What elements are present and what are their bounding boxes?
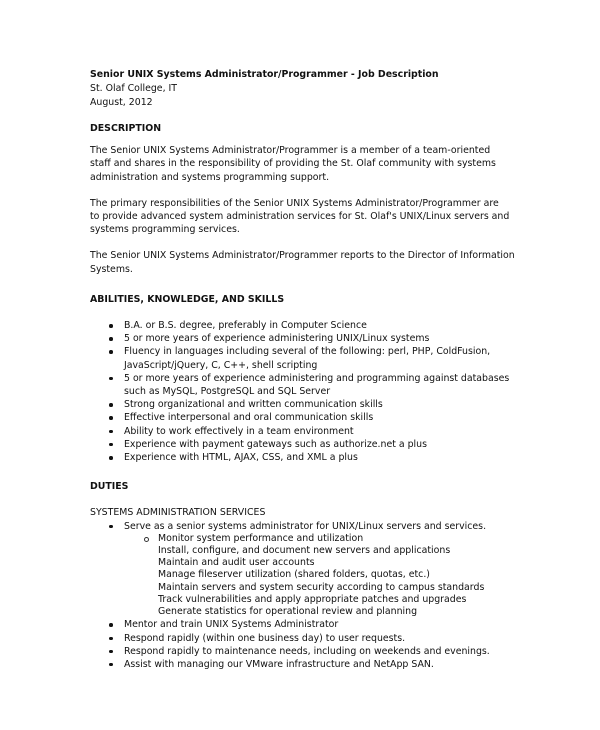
- list-item-line: Ability to work effectively in a team environment: [124, 425, 354, 437]
- list-item-line: B.A. or B.S. degree, preferably in Computer Science: [124, 320, 367, 332]
- list-item-line: JavaScript/jQuery, C, C++, shell scripting: [124, 359, 318, 371]
- paragraph: [90, 249, 560, 275]
- list-item-line: Strong organizational and written communication skills: [124, 399, 383, 411]
- list-item: [90, 451, 560, 464]
- description-heading: DESCRIPTION: [90, 123, 162, 134]
- list-item: [90, 425, 560, 438]
- sub-list-item: Monitor system performance and utilization: [90, 533, 560, 545]
- date: August, 2012: [90, 97, 153, 108]
- paragraph-line: administration and systems programming support.: [90, 171, 330, 183]
- document-title: Senior UNIX Systems Administrator/Programmer - Job Description: [90, 69, 439, 80]
- list-item-line: 5 or more years of experience administering and programming against databases: [124, 372, 510, 384]
- list-item: [90, 372, 560, 398]
- list-item-line: Fluency in languages including several of the following: perl, PHP, ColdFusion,: [124, 346, 491, 358]
- list-item: Respond rapidly to maintenance needs, including on weekends and evenings.: [90, 645, 560, 658]
- list-item: Serve as a senior systems administrator for UNIX/Linux servers and services.: [90, 520, 560, 533]
- list-item: [90, 398, 560, 411]
- duties-subheading: SYSTEMS ADMINISTRATION SERVICES: [90, 507, 266, 519]
- sub-list-item: Install, configure, and document new servers and applications: [158, 545, 451, 557]
- skills-heading: ABILITIES, KNOWLEDGE, AND SKILLS: [90, 293, 285, 305]
- duties-heading: DUTIES: [90, 481, 129, 493]
- list-item-line: Experience with HTML, AJAX, CSS, and XML a plus: [124, 452, 358, 464]
- sub-list-item: Track vulnerabilities and apply appropriate patches and upgrades: [158, 593, 467, 605]
- list-item-line: such as MySQL, PostgreSQL and SQL Server: [124, 386, 331, 398]
- paragraph-line: The Senior UNIX Systems Administrator/Programmer is a member of a team-oriented: [90, 145, 491, 157]
- list-item: [90, 319, 560, 332]
- list-item: [90, 345, 560, 371]
- paragraph-line: staff and shares in the responsibility of providing the St. Olaf community with systems: [90, 158, 496, 170]
- sub-list-item: Manage fileserver utilization (shared folders, quotas, etc.): [158, 569, 430, 581]
- skills-list: [90, 319, 560, 464]
- list-item: Assist with managing our VMware infrastructure and NetApp SAN.: [90, 658, 560, 671]
- list-item-line: 5 or more years of experience administering UNIX/Linux systems: [124, 333, 430, 345]
- organization: St. Olaf College, IT: [90, 83, 178, 94]
- list-item: [90, 438, 560, 451]
- list-item: [90, 332, 560, 345]
- paragraph-line: systems programming services.: [90, 224, 240, 236]
- sub-list-item: Maintain and audit user accounts: [158, 557, 315, 569]
- list-item: Mentor and train UNIX Systems Administrator: [90, 618, 560, 631]
- duties-list: [90, 520, 560, 671]
- sub-list-item: Maintain servers and system security according to campus standards: [158, 581, 485, 593]
- paragraph-line: Systems.: [90, 263, 133, 275]
- paragraph-line: The primary responsibilities of the Senior UNIX Systems Administrator/Programmer are: [90, 197, 499, 209]
- list-item-line: Effective interpersonal and oral communication skills: [124, 412, 374, 424]
- sub-list-item: Generate statistics for operational review and planning: [158, 606, 418, 618]
- list-item: Respond rapidly (within one business day) to user requests.: [90, 632, 560, 645]
- paragraph-line: The Senior UNIX Systems Administrator/Programmer reports to the Director of Information: [90, 250, 515, 262]
- paragraph-line: to provide advanced system administration services for St. Olaf's UNIX/Linux servers and: [90, 211, 510, 223]
- paragraph: [90, 197, 560, 237]
- description-paragraphs: [90, 144, 560, 276]
- list-item-line: Experience with payment gateways such as authorize.net a plus: [124, 438, 427, 450]
- paragraph: [90, 144, 560, 184]
- list-item: [90, 411, 560, 424]
